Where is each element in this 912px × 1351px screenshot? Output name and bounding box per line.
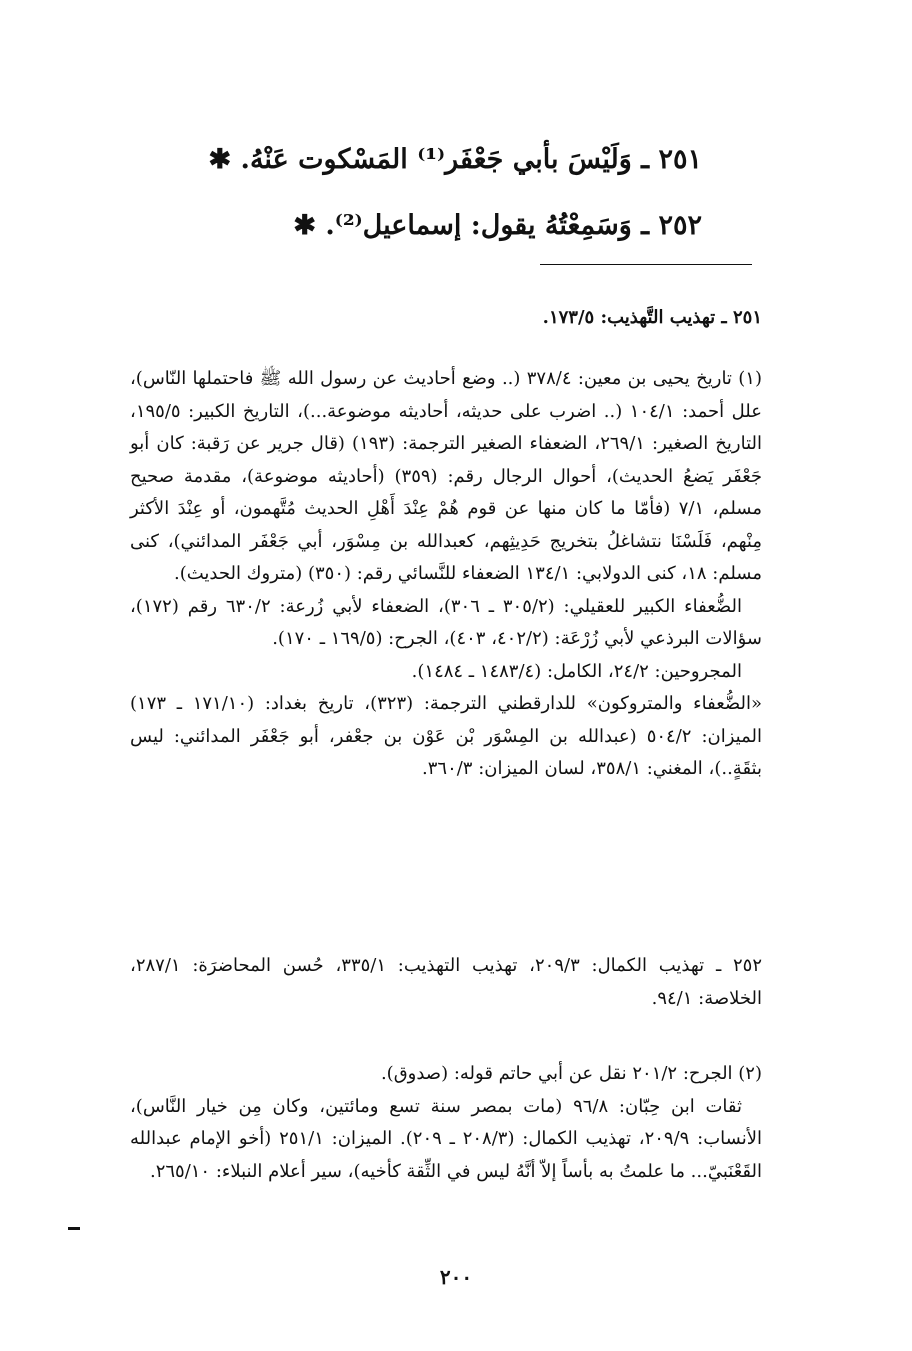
footnote-1-paragraph-2: الضُّعفاء الكبير للعقيلي: (٣٠٥/٢ ـ ٣٠٦)، الضعفاء لأبي زُرعة: ٦٣٠/٢ رقم (١٧٢)، سؤالات البرذعي لأبي زُرْعَة: (٤٠٢/٢، ٤٠٣)، الجرح: (١٦٩/٥ ـ ١٧٠).	[130, 595, 762, 649]
source-note-251-text: ٢٥١ ـ تهذيب التَّهذيب: ١٧٣/٥.	[542, 307, 762, 328]
main-text-line-252: ٢٥٢ ـ وَسَمِعْتُهُ يقول: إسماعيل⁽²⁾. ✱	[293, 210, 702, 241]
footnote-1-paragraph-4: «الضُّعفاء والمتروكون» للدارقطني الترجمة: (٣٢٣)، تاريخ بغداد: (١٧١/١٠ ـ ١٧٣) الميزان: ٥٠٤/٢ (عبدالله بن المِسْوَر بْن عَوْن بن جعْفر، أبو جَعْفَر المدائني: ليس بثقَةٍ..)، المغني: ٣٥٨/١، لسان الميزان: ٣٦٠/٣.	[130, 693, 763, 779]
source-note-252-text: ٢٥٢ ـ تهذيب الكمال: ٢٠٩/٣، تهذيب التهذيب: ٣٣٥/١، حُسن المحاضرَة: ٢٨٧/١، الخلاصة: ٩٤/١.	[130, 955, 763, 1009]
footnote-2-paragraph-1: (٢) الجرح: ٢٠١/٢ نقل عن أبي حاتم قوله: (صدوق).	[380, 1063, 762, 1084]
margin-mark	[68, 1227, 80, 1230]
footnote-2-paragraph-2: ثقات ابن حِبّان: ٩٦/٨ (مات بمصر سنة تسع ومائتين، وكان مِن خيار النَّاس)، الأنساب: ٢٠٩/٩، تهذيب الكمال: (٢٠٨/٣ ـ ٢٠٩). الميزان: ٢٥١/١ (أخو الإمام عبدالله القَعْنَبيّ... ما علمتُ به بأساً إلاّ أنَّهُ ليس في الثِّقة كأخيه)، سير أعلام النبلاء: ٢٦٥/١٠.	[130, 1095, 762, 1182]
footnote-1-paragraph-1: (١) تاريخ يحيى بن معين: ٣٧٨/٤ (.. وضع أحاديث عن رسول الله ﷺ فاحتملها النّاس)، علل أحمد: ١٠٤/١ (.. اضرب على حديثه، أحاديثه موضوعة...)، التاريخ الكبير: ١٩٥/٥، التاريخ الصغير: ٢٦٩/١، الضعفاء الصغير الترجمة: (١٩٣) (قال جرير عن رَقبة: كان أبو جَعْفَر يَضعُ الحديث)، أحوال الرجال رقم: (٣٥٩) (أحاديثه موضوعة)، مقدمة صحيح مسلم، ٧/١ (فأمّا ما كان منها عن قوم هُمْ عِنْدَ أَهْلِ الحديث مُتَّهمون، أو عِنْدَ الأكثر مِنْهم، فَلَسْنَا نتشاغلُ بتخريج حَدِيثِهم، كعبدالله بن مِسْوَر، أبي جَعْفَر المدائني)، كنى مسلم: ١٨، كنى الدولابي: ١٣٤/١ الضعفاء للنَّسائي رقم: (٣٥٠) (متروك الحديث).	[130, 368, 763, 584]
source-note-252	[130, 950, 762, 1015]
page-number: ٢٠٠	[439, 1265, 473, 1289]
footnote-separator-rule	[540, 264, 752, 265]
footnote-1	[130, 363, 762, 786]
source-note-251	[130, 302, 762, 335]
footnote-1-paragraph-3: المجروحين: ٢٤/٢، الكامل: (١٤٨٣/٤ ـ ١٤٨٤).	[411, 660, 742, 682]
footnote-2	[130, 1058, 762, 1188]
main-text-line-251: ٢٥١ ـ وَلَيْسَ بأبي جَعْفَر⁽¹⁾ المَسْكوت عَنْهُ. ✱	[208, 144, 702, 175]
